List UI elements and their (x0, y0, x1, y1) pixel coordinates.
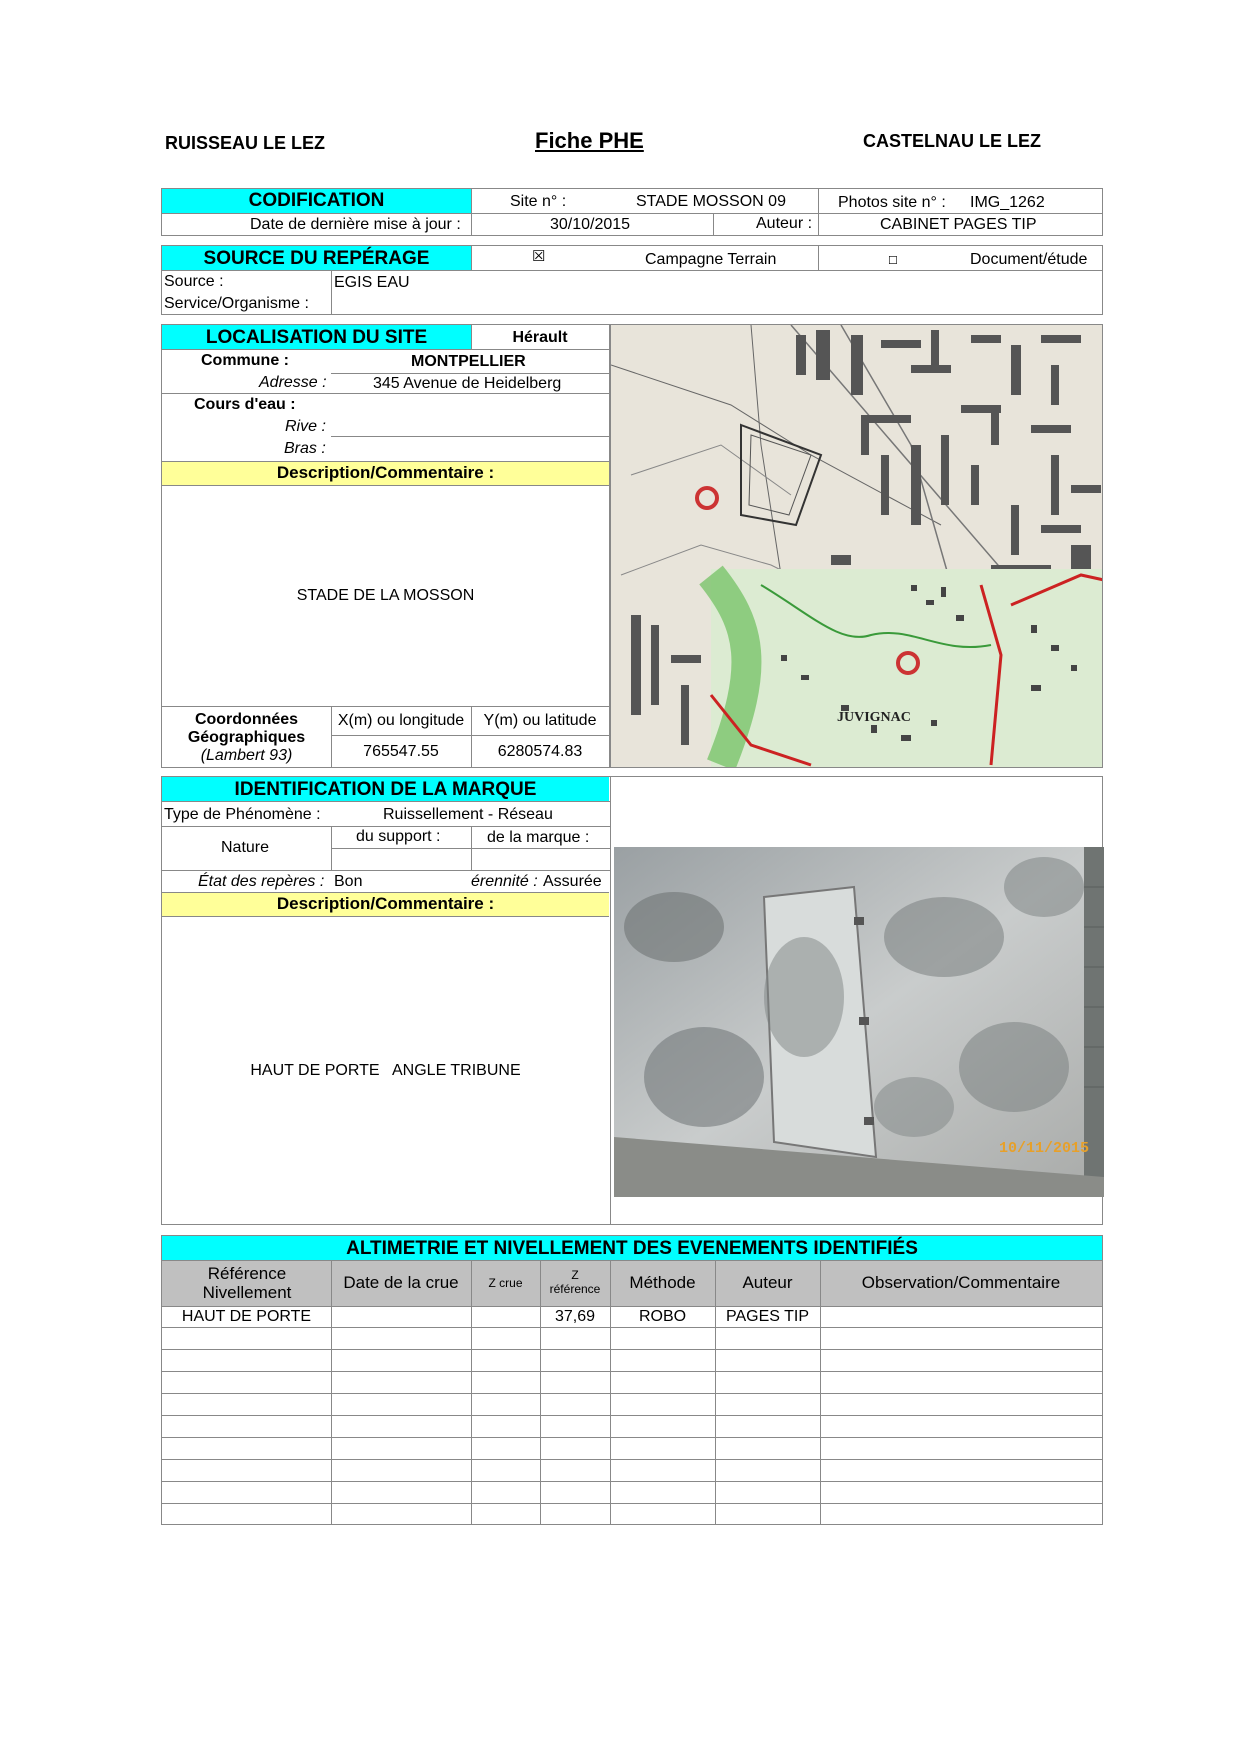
cell-methode: ROBO (638, 1308, 687, 1325)
type-label: Type de Phénomène : (164, 806, 321, 823)
col-date-crue: Date de la crue (343, 1273, 459, 1292)
col-z-crue: Z crue (488, 1276, 523, 1290)
col-methode: Méthode (629, 1273, 696, 1292)
header-right: CASTELNAU LE LEZ (863, 131, 1041, 151)
codification-title: CODIFICATION (248, 190, 385, 211)
auteur-value: CABINET PAGES TIP (880, 216, 1037, 233)
coord-label-2: Géographiques (187, 729, 306, 746)
commune-value: MONTPELLIER (411, 353, 526, 370)
cell-reference: HAUT DE PORTE (181, 1308, 312, 1325)
y-label: Y(m) ou latitude (483, 712, 597, 729)
door-photo (614, 847, 1104, 1197)
commune-label: Commune : (201, 352, 289, 369)
campagne-checkbox[interactable]: ☒ (532, 248, 546, 265)
departement: Hérault (512, 329, 568, 346)
type-value: Ruissellement - Réseau (383, 806, 553, 823)
site-value: STADE MOSSON 09 (636, 193, 786, 210)
perennite-label: érennité : (471, 873, 538, 890)
photos-label: Photos site n° : (838, 194, 946, 211)
document-label: Document/étude (970, 251, 1088, 268)
support-label: du support : (356, 828, 441, 845)
source-title: SOURCE DU REPÉRAGE (203, 248, 430, 269)
service-label: Service/Organisme : (164, 295, 309, 312)
cell-z-reference: 37,69 (554, 1308, 596, 1325)
site-map (610, 324, 1103, 768)
date-value: 30/10/2015 (550, 216, 631, 233)
site-label: Site n° : (510, 193, 567, 210)
rive-label: Rive : (285, 418, 326, 435)
col-auteur: Auteur (742, 1273, 793, 1292)
adresse-value: 345 Avenue de Heidelberg (373, 375, 562, 392)
col-observation: Observation/Commentaire (861, 1273, 1061, 1292)
adresse-label: Adresse : (259, 374, 327, 391)
id-desc-title: Description/Commentaire : (276, 894, 495, 913)
altimetrie-title: ALTIMETRIE ET NIVELLEMENT DES EVENEMENTS IDENTIFIÉS (346, 1238, 918, 1259)
auteur-label: Auteur : (756, 215, 813, 232)
y-value: 6280574.83 (497, 743, 583, 760)
cadastral-map (611, 325, 1103, 768)
photos-value: IMG_1262 (970, 194, 1045, 211)
page-title: Fiche PHE (535, 128, 644, 153)
id-desc-text: HAUT DE PORTE ANGLE TRIBUNE (250, 1062, 521, 1079)
col-z-reference: Z référence (549, 1268, 601, 1296)
etat-label: État des repères : (198, 873, 325, 890)
identification-title: IDENTIFICATION DE LA MARQUE (234, 779, 537, 800)
x-value: 765547.55 (363, 743, 439, 760)
source-value: EGIS EAU (334, 274, 410, 291)
campagne-label: Campagne Terrain (645, 251, 777, 268)
map-place-label: JUVIGNAC (837, 710, 911, 725)
coord-label-3: (Lambert 93) (200, 747, 293, 764)
x-label: X(m) ou longitude (337, 712, 465, 729)
localisation-title: LOCALISATION DU SITE (205, 327, 428, 348)
cell-auteur: PAGES TIP (726, 1308, 809, 1325)
document-checkbox[interactable]: ☐ (888, 255, 898, 267)
date-label: Date de dernière mise à jour : (250, 216, 461, 233)
etat-value: Bon (334, 873, 363, 890)
perennite-value: Assurée (543, 873, 602, 890)
loc-desc-title: Description/Commentaire : (276, 463, 495, 482)
mark-photo (614, 847, 1104, 1197)
coord-label-1: Coordonnées (194, 711, 299, 728)
source-label: Source : (164, 273, 224, 290)
header-left: RUISSEAU LE LEZ (165, 133, 326, 153)
cours-label: Cours d'eau : (194, 396, 296, 413)
loc-desc-text: STADE DE LA MOSSON (296, 587, 475, 604)
col-reference-nivellement: Référence Nivellement (202, 1264, 292, 1302)
marque-label: de la marque : (487, 829, 590, 846)
photo-date-stamp: 10/11/2015 (999, 1140, 1090, 1157)
nature-label: Nature (221, 839, 270, 856)
bras-label: Bras : (284, 440, 326, 457)
